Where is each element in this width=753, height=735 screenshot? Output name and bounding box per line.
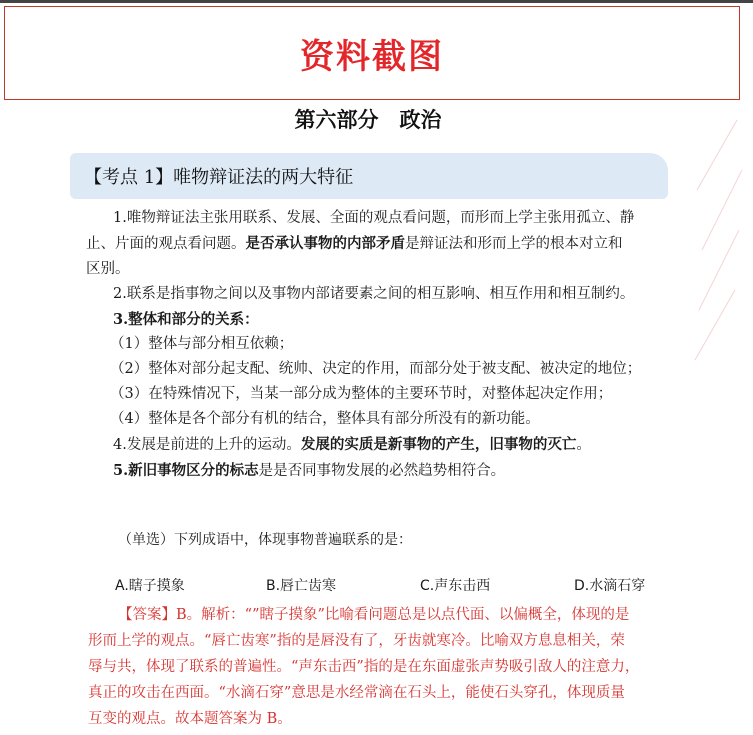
watermark-decoration (687, 110, 747, 370)
answer-block (88, 602, 668, 732)
paragraph-3-item-2: （2）整体对部分起支配、统帅、决定的作用，而部分处于被支配、被决定的地位； (110, 361, 642, 377)
paragraph-3: 3.整体和部分的关系： (113, 311, 259, 328)
p5-bold: 5.新旧事物区分的标志 (113, 462, 259, 479)
answer-line-4: 真正的攻击在西面。“水滴石穿”意思是水经常滴在石头上，能使石头穿孔，体现质量 (88, 685, 625, 701)
top-rule (0, 0, 753, 3)
answer-line-2: 形而上学的观点。“唇亡齿寒”指的是唇没有了，牙齿就寒冷。比喻双方息息相关，荣 (88, 633, 625, 649)
p1-text-b: 止、片面的观点看问题。 (86, 236, 246, 252)
paragraph-2: 2.联系是指事物之间以及事物内部诸要素之间的相互影响、相互作用和相互制约。 (113, 286, 635, 302)
p1-text-c: 是辩证法和形而上学的根本对立和 (405, 236, 623, 252)
section-title: 第六部分 政治 (294, 108, 442, 132)
p5-text: 是是否同事物发展的必然趋势相符合。 (258, 463, 506, 479)
banner (4, 6, 740, 100)
p4-bold: 发展的实质是新事物的产生，旧事物的灭亡 (300, 436, 577, 453)
banner-title: 资料截图 (300, 36, 444, 77)
paragraph-1-line-1: 1.唯物辩证法主张用联系、发展、全面的观点看问题，而形而上学主张用孤立、静 (113, 210, 635, 226)
p4-text-b: 。 (576, 437, 591, 453)
option-d: D.水滴石穿 (574, 578, 646, 594)
p1-bold: 是否承认事物的内部矛盾 (245, 235, 405, 252)
paragraph-1-line-2 (86, 231, 623, 257)
paragraph-5 (113, 458, 673, 484)
answer-line-1: 【答案】B。解析：“”瞎子摸象”比喻看问题总是以点代面、以偏概全，体现的是 (118, 607, 630, 623)
body-text (86, 206, 673, 484)
paragraph-3-item-4: （4）整体是各个部分有机的结合，整体具有部分所没有的新功能。 (110, 411, 540, 427)
option-c: C.声东击西 (420, 578, 491, 594)
point-header: 【考点 1】唯物辩证法的两大特征 (70, 153, 668, 199)
paragraph-4 (113, 432, 673, 458)
paragraph-3-item-1: （1）整体与部分相互依赖； (110, 336, 294, 352)
answer-line-3: 辱与共，体现了联系的普遍性。“声东击西”指的是在东面虚张声势吸引敌人的注意力， (88, 659, 640, 675)
paragraph-1 (86, 206, 673, 282)
paragraph-1-line-3: 区别。 (86, 261, 130, 277)
question-text: （单选）下列成语中，体现事物普遍联系的是： (118, 532, 412, 548)
p4-text-a: 4.发展是前进的上升的运动。 (113, 437, 301, 453)
answer-line-5: 互变的观点。故本题答案为 B。 (88, 711, 292, 727)
option-b: B.唇亡齿寒 (266, 578, 337, 594)
paragraph-3-item-3: （3）在特殊情况下，当某一部分成为整体的主要环节时，对整体起决定作用； (110, 386, 613, 402)
option-a: A.瞎子摸象 (115, 578, 185, 594)
